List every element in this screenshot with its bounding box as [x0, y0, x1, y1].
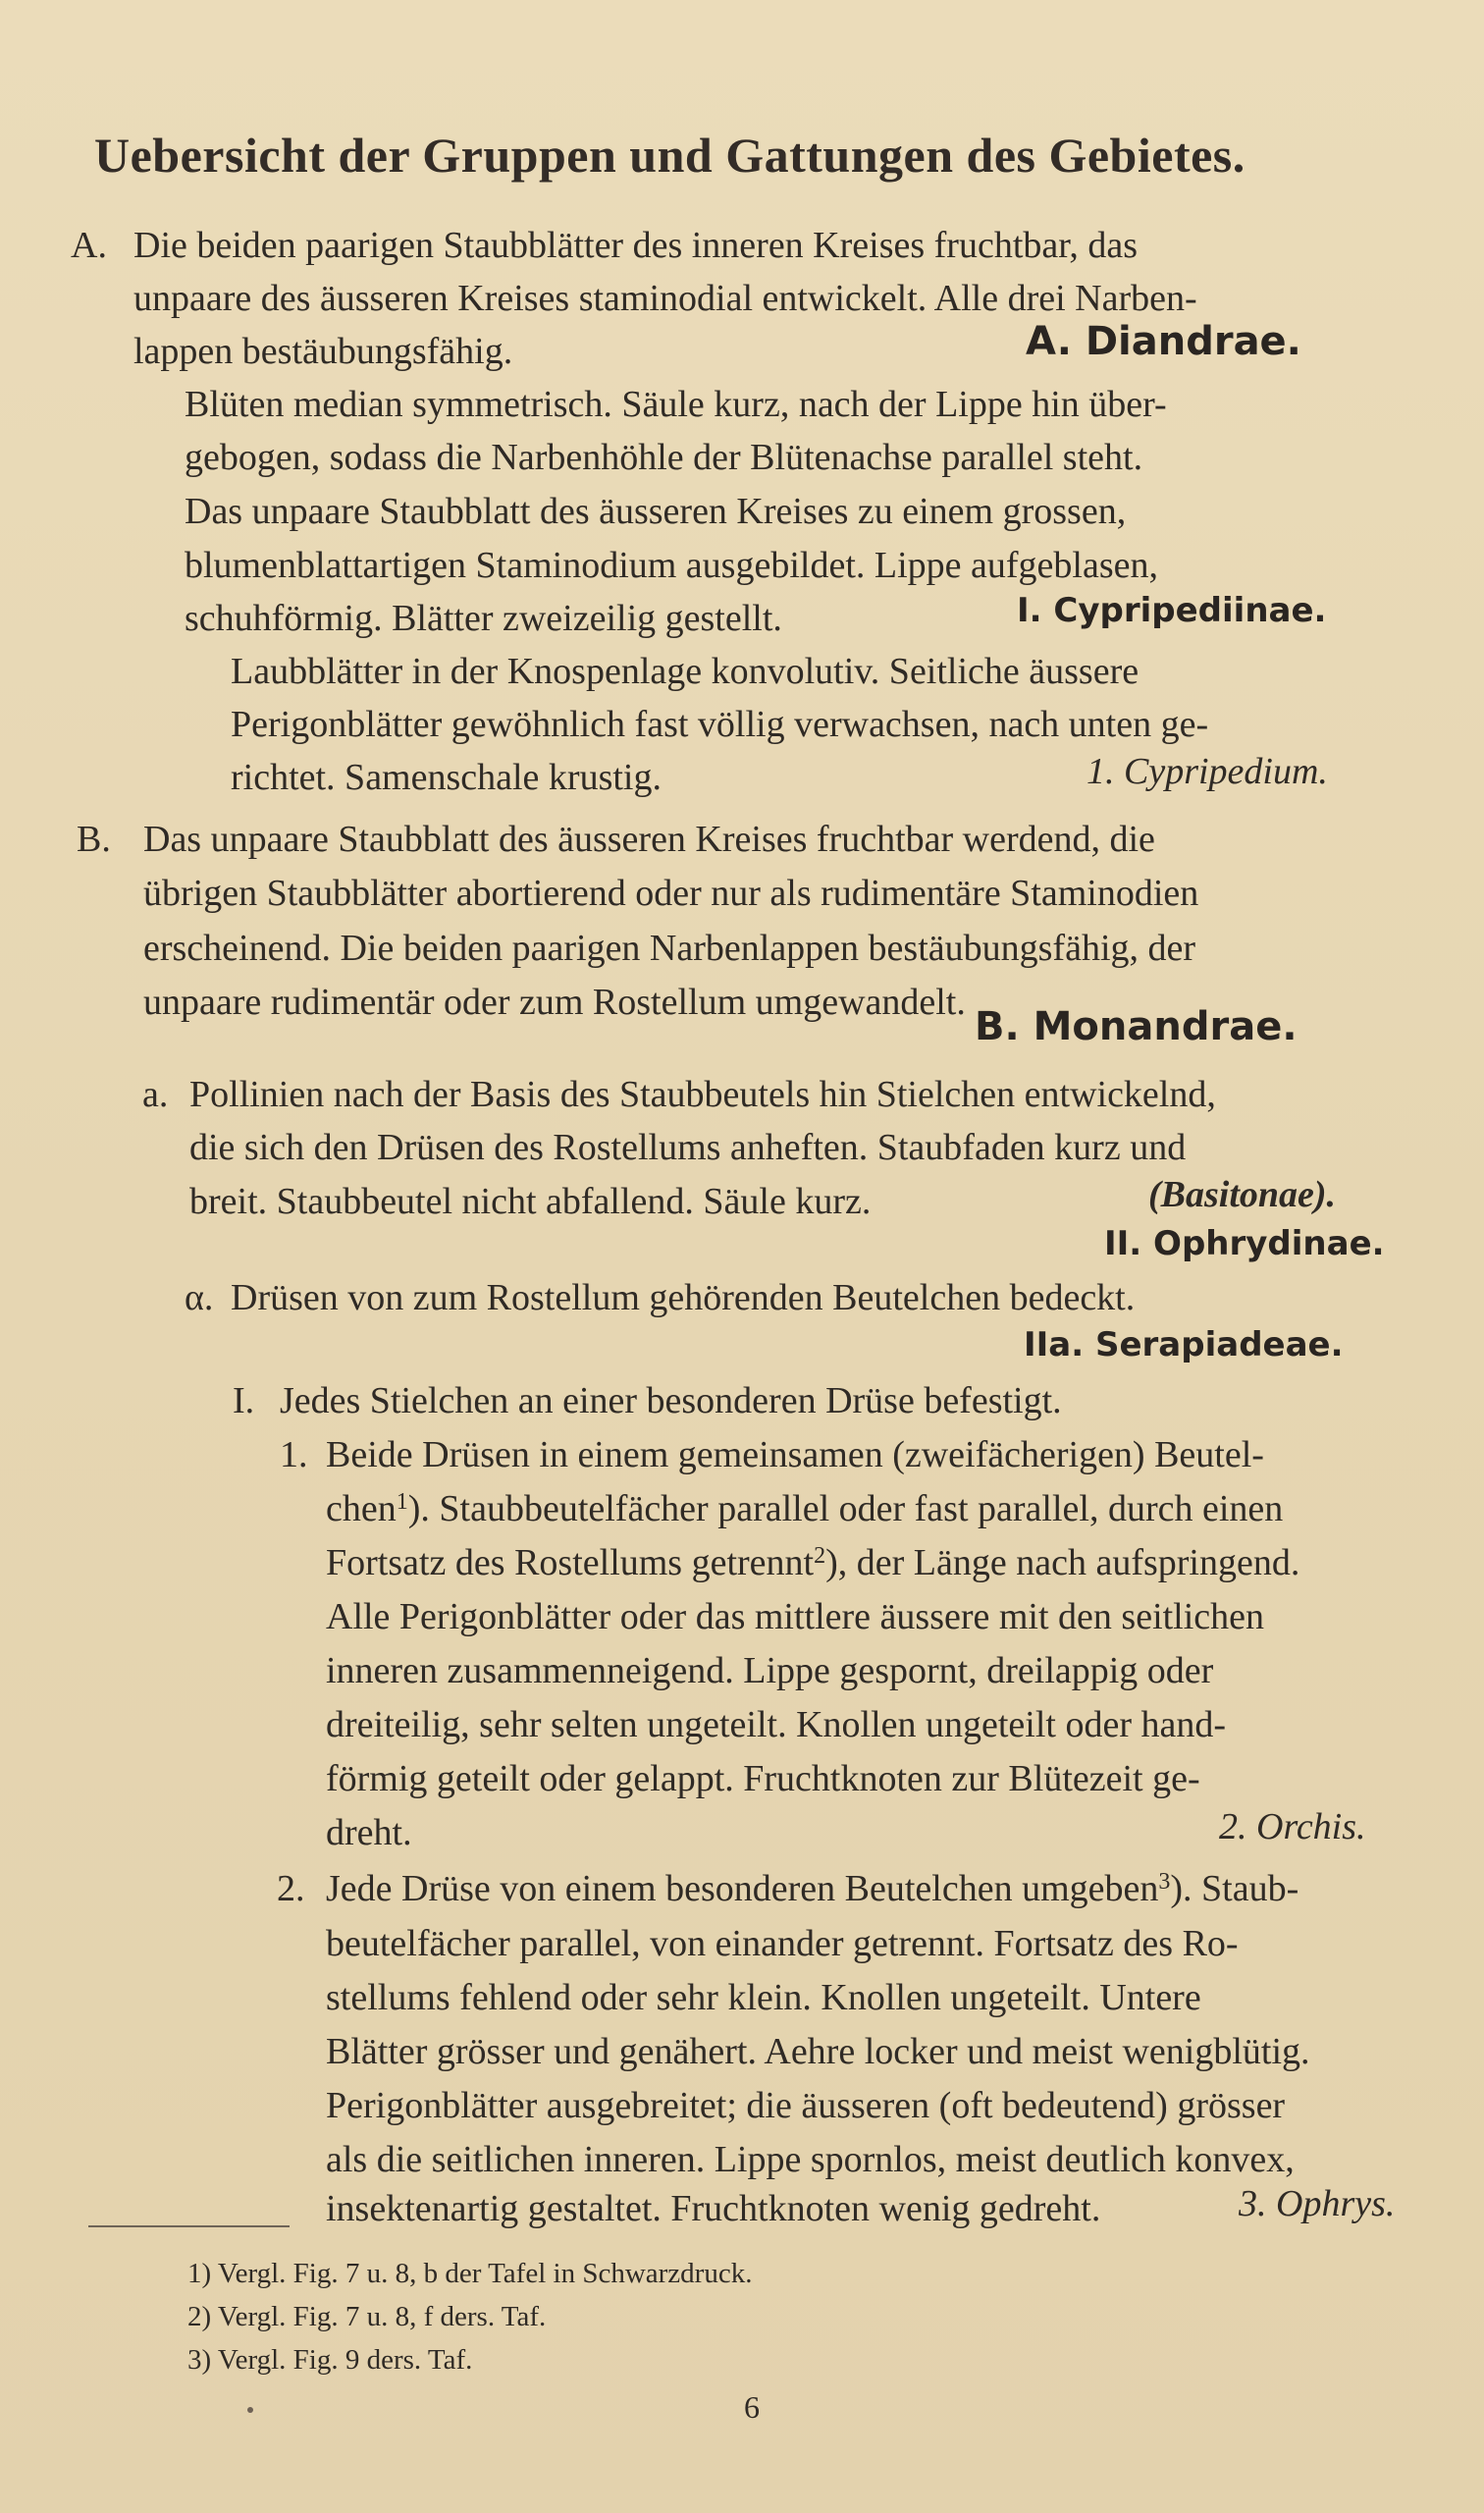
ophrydinae-heading: II. Ophrydinae. — [1104, 1224, 1385, 1263]
section-a-marker: A. — [71, 225, 107, 266]
item-i-marker: I. — [233, 1380, 255, 1421]
ophrys-description-line: Jede Drüse von einem besonderen Beutelchen umgeben$^3$). Staub- — [326, 1868, 1299, 1909]
cypripediinae-description-line: blumenblattartigen Staminodium ausgebildet. Lippe aufgeblasen, — [185, 545, 1158, 586]
footnote-ref-3: 3 — [1158, 1869, 1171, 1895]
section-b-line: erscheinend. Die beiden paarigen Narbenlappen bestäubungsfähig, der — [143, 928, 1196, 969]
orchis-description-line: Alle Perigonblätter oder das mittlere äussere mit den seitlichen — [326, 1596, 1265, 1637]
cypripediinae-description-line: Das unpaare Staubblatt des äusseren Kreises zu einem grossen, — [185, 491, 1127, 532]
serapiadeae-heading: IIa. Serapiadeae. — [1024, 1325, 1344, 1364]
ophrys-description-line: Blätter grösser und genähert. Aehre locker und meist wenigblütig. — [326, 2031, 1310, 2072]
subsection-alpha-marker: α. — [185, 1277, 214, 1318]
page-title: Uebersicht der Gruppen und Gattungen des Gebietes. — [94, 128, 1246, 183]
page-number: 6 — [744, 2389, 760, 2425]
footnote: 3) Vergl. Fig. 9 ders. Taf. — [187, 2344, 473, 2376]
subsection-alpha-line: Drüsen von zum Rostellum gehörenden Beutelchen bedeckt. — [231, 1277, 1136, 1318]
print-speck — [247, 2407, 253, 2413]
subsection-a-line: die sich den Drüsen des Rostellums anheften. Staubfaden kurz und — [189, 1127, 1187, 1168]
cypripediinae-heading: I. Cypripediinae. — [1017, 591, 1327, 630]
subsection-a-marker: a. — [142, 1074, 169, 1115]
orchis-description-line: inneren zusammenneigend. Lippe gespornt, dreilappig oder — [326, 1650, 1214, 1691]
section-b-line: übrigen Staubblätter abortierend oder nur als rudimentäre Staminodien — [143, 873, 1199, 914]
item-2-marker: 2. — [277, 1868, 305, 1909]
section-b-line: unpaare rudimentär oder zum Rostellum umgewandelt. — [143, 982, 966, 1023]
footnote: 2) Vergl. Fig. 7 u. 8, f ders. Taf. — [187, 2301, 547, 2332]
orchis-description-line: förmig geteilt oder gelappt. Fruchtknoten zur Blütezeit ge- — [326, 1758, 1200, 1799]
section-b-line: Das unpaare Staubblatt des äusseren Kreises fruchtbar werdend, die — [143, 819, 1155, 860]
section-a-line: unpaare des äusseren Kreises staminodial entwickelt. Alle drei Narben- — [133, 278, 1197, 319]
ophrys-description-line: Perigonblätter ausgebreitet; die äusseren (oft bedeutend) grösser — [326, 2085, 1286, 2126]
orchis-description-line: chen$^1$). Staubbeutelfächer parallel oder fast parallel, durch einen — [326, 1488, 1284, 1529]
cypripedium-description-line: Laubblätter in der Knospenlage konvolutiv. Seitliche äussere — [231, 651, 1140, 692]
section-a-line: Die beiden paarigen Staubblätter des inneren Kreises fruchtbar, das — [133, 225, 1139, 266]
item-1-marker: 1. — [280, 1434, 308, 1475]
cypripediinae-description-line: Blüten median symmetrisch. Säule kurz, nach der Lippe hin über- — [185, 384, 1167, 425]
ophrys-description-line: stellums fehlend oder sehr klein. Knollen ungeteilt. Untere — [326, 1977, 1201, 2018]
cypripediinae-description-line: gebogen, sodass die Narbenhöhle der Blütenachse parallel steht. — [185, 437, 1143, 478]
item-i-line: Jedes Stielchen an einer besonderen Drüse befestigt. — [280, 1380, 1062, 1421]
cypripedium-description-line: richtet. Samenschale krustig. — [231, 757, 662, 798]
footnote-separator — [88, 2225, 290, 2227]
section-a-line: lappen bestäubungsfähig. — [133, 331, 513, 372]
ophrys-description-line: als die seitlichen inneren. Lippe spornlos, meist deutlich konvex, — [326, 2139, 1295, 2180]
subsection-a-line: breit. Staubbeutel nicht abfallend. Säule kurz. — [189, 1181, 872, 1222]
orchis-description-line: Fortsatz des Rostellums getrennt$^2$), der Länge nach aufspringend. — [326, 1542, 1300, 1583]
footnote: 1) Vergl. Fig. 7 u. 8, b der Tafel in Schwarzdruck. — [187, 2258, 753, 2289]
section-b-marker: B. — [77, 819, 111, 860]
footnote-ref-2: 2 — [814, 1543, 826, 1569]
ophrys-description-line: beutelfächer parallel, von einander getrennt. Fortsatz des Ro- — [326, 1923, 1239, 1964]
diandrae-heading: A. Diandrae. — [1026, 319, 1301, 364]
monandrae-heading: B. Monandrae. — [975, 1004, 1298, 1049]
cypripediinae-description-line: schuhförmig. Blätter zweizeilig gestellt. — [185, 598, 782, 639]
orchis-description-line: dreht. — [326, 1812, 412, 1853]
subsection-a-line: Pollinien nach der Basis des Staubbeutels hin Stielchen entwickelnd, — [189, 1074, 1216, 1115]
orchis-description-line: Beide Drüsen in einem gemeinsamen (zweifächerigen) Beutel- — [326, 1434, 1264, 1475]
basitonae-label: (Basitonae). — [1148, 1174, 1337, 1215]
orchis-description-line: dreiteilig, sehr selten ungeteilt. Knollen ungeteilt oder hand- — [326, 1704, 1227, 1745]
footnote-ref-1: 1 — [396, 1489, 408, 1515]
ophrys-description-line: insektenartig gestaltet. Fruchtknoten wenig gedreht. — [326, 2188, 1101, 2229]
ophrys-genus-label: 3. Ophrys. — [1239, 2183, 1396, 2224]
cypripedium-description-line: Perigonblätter gewöhnlich fast völlig verwachsen, nach unten ge- — [231, 704, 1209, 745]
orchis-genus-label: 2. Orchis. — [1219, 1806, 1366, 1847]
cypripedium-genus-label: 1. Cypripedium. — [1086, 751, 1328, 792]
